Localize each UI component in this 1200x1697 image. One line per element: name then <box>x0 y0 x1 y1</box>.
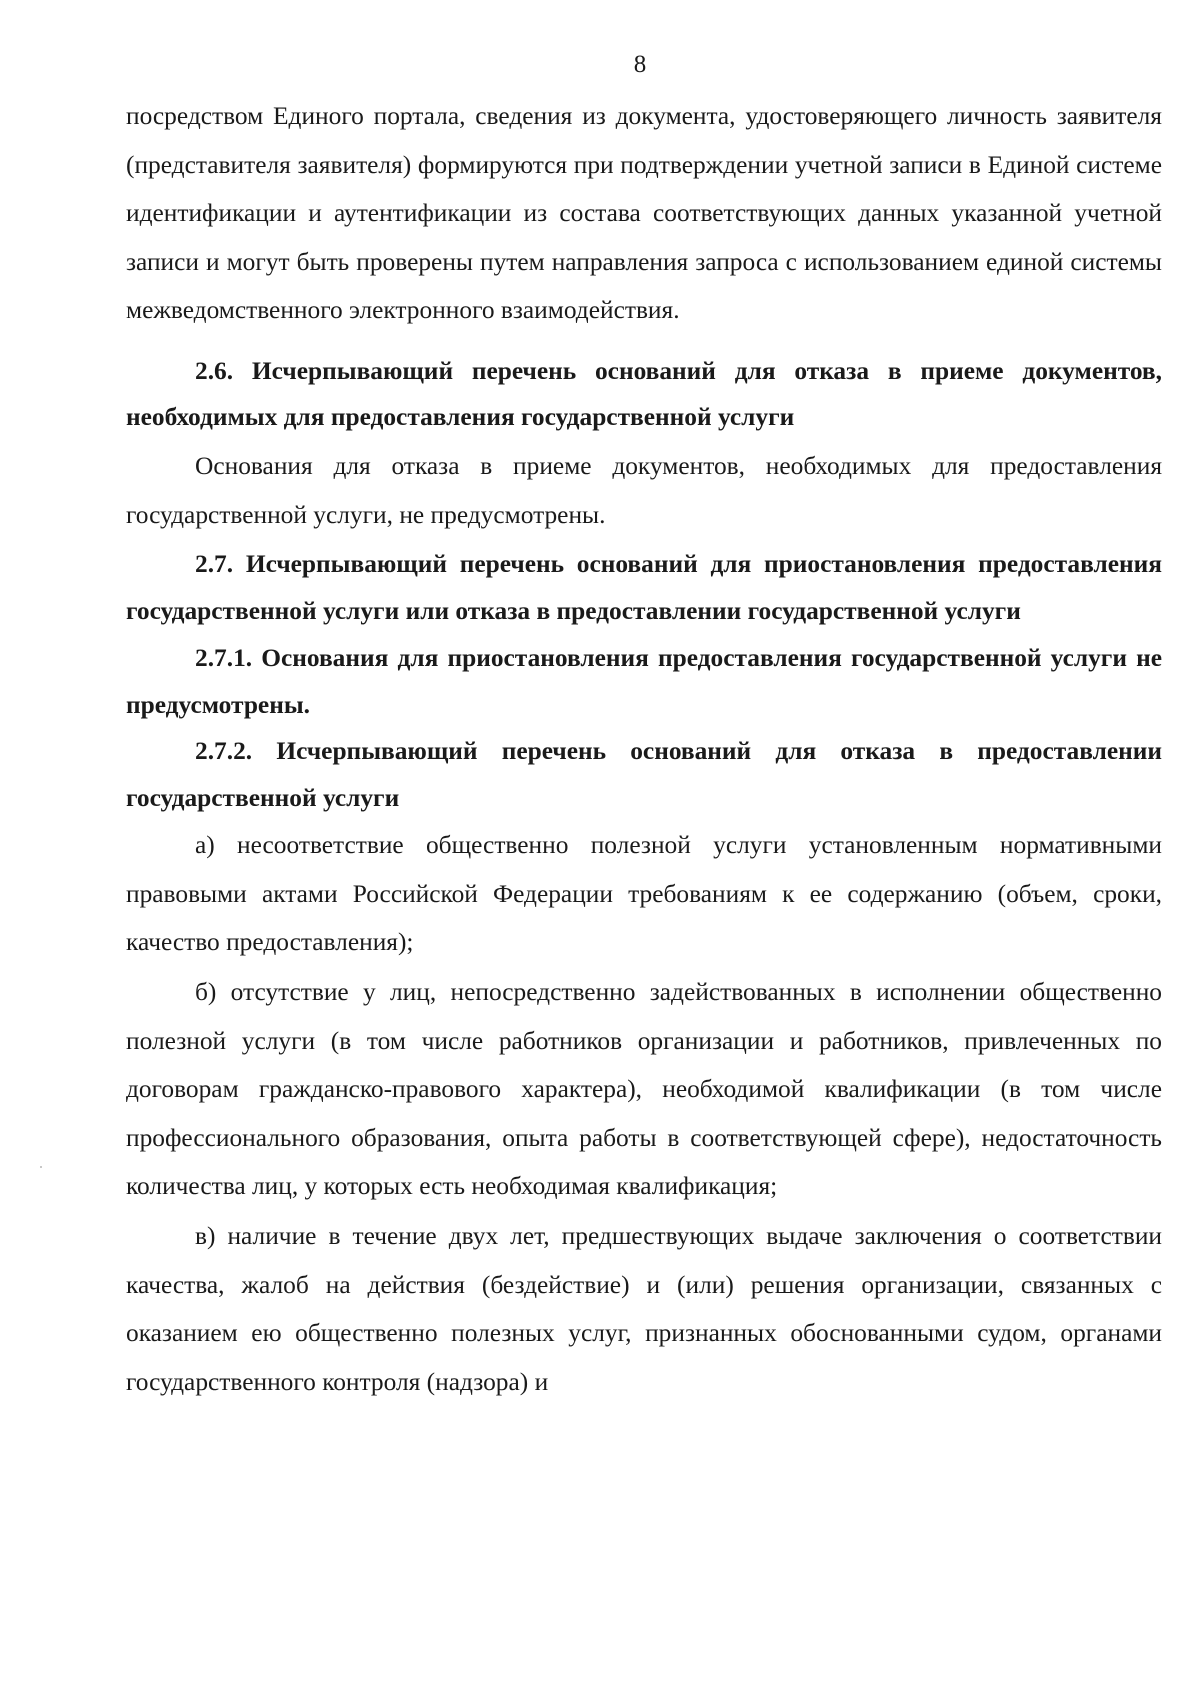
list-item-v: в) наличие в течение двух лет, предшествующих выдаче заключения о соответствии качества, жалоб на действия (бездействие) и (или) решения организации, связанных с оказанием ею общественно полезных услуг, признанных обоснованными судом, органами государственного контроля (надзора) и <box>126 1221 1162 1396</box>
heading-2-7: 2.7. Исчерпывающий перечень оснований для приостановления предоставления государственной услуги или отказа в предоставлении государственной услуги <box>126 550 1162 625</box>
heading-2-6: 2.6. Исчерпывающий перечень оснований для отказа в приеме документов, необходимых для предоставления государственной услуги <box>126 356 1162 432</box>
heading-2-7-1: 2.7.1. Основания для приостановления предоставления государственной услуги не предусмотрены. <box>126 644 1162 719</box>
paragraph-intro: посредством Единого портала, сведения из документа, удостоверяющего личность заявителя (представителя заявителя) формируются при подтверждении учетной записи в Единой системе идентификации и аутентификации из состава соответствующих данных указанной учетной записи и могут быть проверены путем направления запроса с использованием единой системы межведомственного электронного взаимодействия. <box>126 102 1162 325</box>
scan-artifact-dot <box>40 1166 42 1168</box>
page-number: 8 <box>633 51 647 78</box>
heading-2-7-2: 2.7.2. Исчерпывающий перечень оснований для отказа в предоставлении государственной услуги <box>126 737 1162 812</box>
document-body <box>126 92 1162 1406</box>
list-item-a: а) несоответствие общественно полезной услуги установленным нормативными правовыми актами Российской Федерации требованиям к ее содержанию (объем, сроки, качество предоставления); <box>126 831 1162 957</box>
list-item-b: б) отсутствие у лиц, непосредственно задействованных в исполнении общественно полезной услуги (в том числе работников организации и работников, привлеченных по договорам гражданско-правового характера), необходимой квалификации (в том числе профессионального образования, опыта работы в соответствующей сфере), недостаточность количества лиц, у которых есть необходимая квалификация; <box>126 977 1162 1201</box>
paragraph-2-6: Основания для отказа в приеме документов, необходимых для предоставления государственной услуги, не предусмотрены. <box>126 451 1162 529</box>
